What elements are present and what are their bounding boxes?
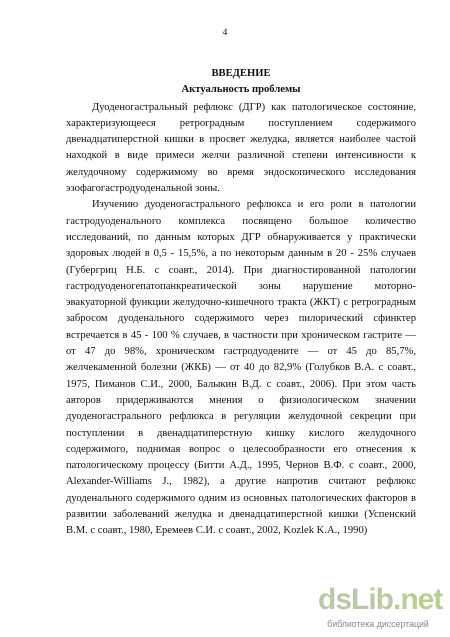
section-title: ВВЕДЕНИЕ [211,68,271,79]
page-number: 4 [222,28,228,38]
dslib-caption: библиотека диссертаций [327,619,429,629]
paragraph-1: Дуоденогастральный рефлюкс (ДГР) как патологическое состояние, характеризующееся ретроградным поступлением содержимого двенадцатиперстной кишки в просвет желудка, является наиболее частой находкой в виде примеси желчи различной степени интенсивности к желудочному содержимому во время эндоскопического исследования эзофагогастродуоденальной зоны. [66,101,416,195]
dslib-logo [318,585,442,615]
document-body [66,66,416,540]
paragraph-2: Изучению дуоденогастрального рефлюкса и его роли в патологии гастродуоденального комплекса посвящено большое количество исследований, по данным которых ДГР обнаруживается у практически здоровых людей в 0,5 - 15,5%, а по некоторым данным в 20 - 25% случаев (Губергриц Н.Б. с соавт., 2014). При диагностированной патологии гастродуоденогепатопанкреатической зоны нарушение моторно-эвакуаторной функции желудочно-кишечного тракта (ЖКТ) с ретроградным забросом дуоденального содержимого через пилорический сфинктер встречается в 45 - 100 % случаев, в частности при хроническом гастрите — от 47 до 98%, хроническом гастродуодените — от 45 до 85,7%, желчекаменной болезни (ЖКБ) — от 40 до 82,9% (Голубков В.А. с соавт., 1975, Пиманов С.И., 2000, Балыкин В.Д. с соавт., 2006). При этом часть авторов придерживаются мнения о физиологическом значении дуоденогастрального рефлюкса в регуляции желудочной секреции при поступлении в двенадцатиперстную кишку кислого желудочного содержимого, поднимая вопрос о целесообразности его отнесения к патологическому процессу (Битти А.Д., 1995, Чернов В.Ф. с соавт., 2000, Alexander-Williams J., 1982), а другие напротив считают рефлюкс дуоденального содержимого одним из основных патологических факторов в развитии заболеваний желудка и двенадцатиперстной кишки (Успенский В.М. с соавт., 1980, Еремеев С.И. с соавт., 2002, Kozlek K.A., 1990) [66,199,416,537]
section-subtitle: Актуальность проблемы [181,84,301,96]
dslib-watermark [312,583,444,633]
dslib-logo-suffix: .net [393,583,443,616]
dslib-logo-main: dsLib [318,583,393,616]
